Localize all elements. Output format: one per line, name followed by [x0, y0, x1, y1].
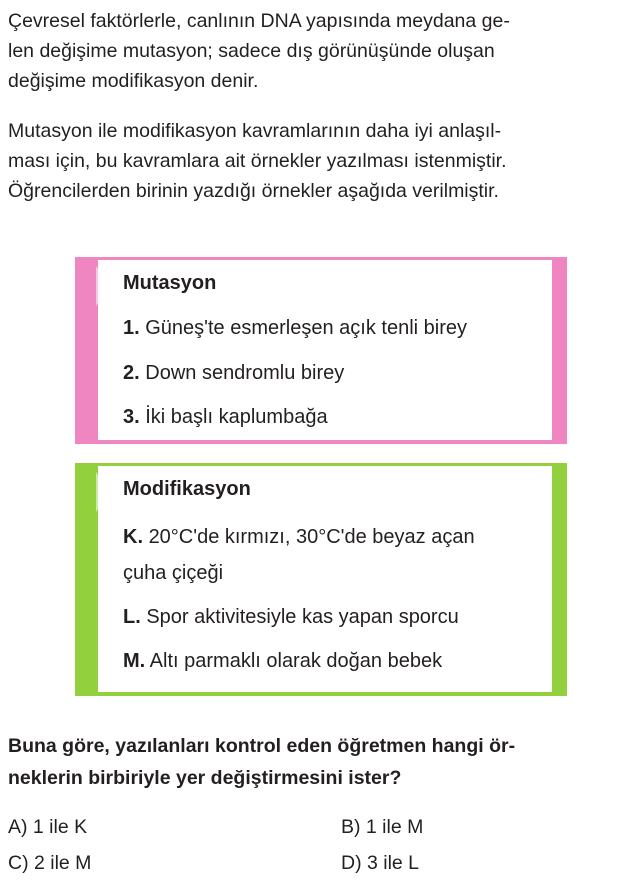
mutasyon-item-2: [123, 362, 344, 385]
option-c[interactable]: C) 2 ile M: [8, 852, 92, 874]
intro-paragraph-2: [8, 116, 634, 206]
mutasyon-title: Mutasyon: [123, 272, 217, 294]
intro-line: ması için, bu kavramlara ait örnekler yazılması istenmiştir.: [8, 150, 507, 172]
intro-line: len değişime mutasyon; sadece dış görünüşünde oluşan: [8, 40, 495, 62]
intro-line: Öğrencilerden birinin yazdığı örnekler aşağıda verilmiştir.: [8, 180, 499, 202]
mutasyon-box: [75, 257, 567, 444]
mutasyon-item-3: [123, 406, 328, 429]
item-text: İki başlı kaplumbağa: [145, 406, 328, 428]
question-stem: [8, 730, 634, 794]
modifikasyon-title: Modifikasyon: [123, 478, 251, 500]
intro-line: Mutasyon ile modifikasyon kavramlarının daha iyi anlaşıl-: [8, 120, 502, 142]
item-key: 1.: [123, 317, 140, 339]
item-key: L.: [123, 606, 141, 628]
option-b[interactable]: B) 1 ile M: [341, 816, 424, 838]
intro-paragraph-1: [8, 6, 634, 96]
tab-marker-icon: [96, 472, 109, 512]
tab-marker-icon: [96, 266, 109, 306]
question-line: Buna göre, yazılanları kontrol eden öğretmen hangi ör-: [8, 735, 516, 757]
option-d[interactable]: D) 3 ile L: [341, 852, 420, 874]
modifikasyon-box: [75, 463, 567, 696]
item-key: M.: [123, 650, 146, 672]
item-text: Down sendromlu birey: [145, 362, 345, 384]
item-text: 20°C'de kırmızı, 30°C'de beyaz açan: [148, 526, 475, 548]
item-key: 2.: [123, 362, 140, 384]
question-line: neklerin birbiriyle yer değiştirmesini ister?: [8, 767, 402, 789]
mutasyon-item-1: [123, 317, 467, 340]
item-key: 3.: [123, 406, 140, 428]
intro-line: değişime modifikasyon denir.: [8, 70, 259, 92]
modifikasyon-item-k: [123, 526, 475, 549]
item-key: K.: [123, 526, 143, 548]
option-a[interactable]: A) 1 ile K: [8, 816, 88, 838]
item-text: Altı parmaklı olarak doğan bebek: [149, 650, 443, 672]
item-text: Güneş'te esmerleşen açık tenli birey: [145, 317, 467, 339]
item-text: Spor aktivitesiyle kas yapan sporcu: [146, 606, 459, 628]
modifikasyon-item-k-continued: çuha çiçeği: [123, 562, 224, 584]
modifikasyon-item-m: [123, 650, 442, 673]
intro-line: Çevresel faktörlerle, canlının DNA yapısında meydana ge-: [8, 10, 510, 32]
modifikasyon-item-l: [123, 606, 459, 629]
